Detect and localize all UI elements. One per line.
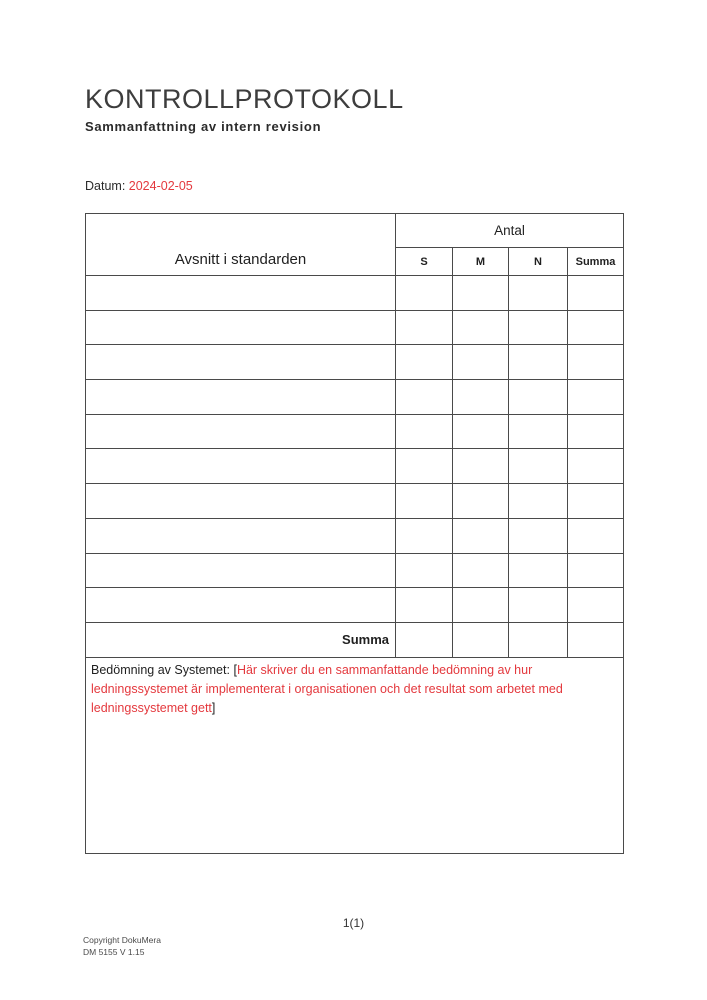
page-title: KONTROLLPROTOKOLL <box>85 84 404 114</box>
count-cell-empty <box>568 276 624 311</box>
count-cell-empty <box>509 311 568 346</box>
system-assessment-cell <box>86 658 624 854</box>
count-cell-empty <box>396 484 453 519</box>
antal-group-header: Antal <box>396 214 624 248</box>
document-id-line: DM 5155 V 1.15 <box>83 947 145 958</box>
count-cell-empty <box>396 380 453 415</box>
assessment-bracket-open: [ <box>233 662 237 677</box>
count-cell-empty <box>396 276 453 311</box>
count-cell-empty <box>509 380 568 415</box>
section-cell-empty <box>86 276 396 311</box>
section-cell-empty <box>86 415 396 450</box>
count-cell-empty <box>509 588 568 623</box>
count-cell-empty <box>509 449 568 484</box>
date-value: 2024-02-05 <box>128 179 193 193</box>
date-label: Datum: <box>85 179 126 193</box>
count-cell-empty <box>568 415 624 450</box>
count-cell-empty <box>509 554 568 589</box>
section-cell-empty <box>86 380 396 415</box>
count-cell-empty <box>453 380 509 415</box>
audit-summary-table <box>85 213 624 854</box>
assessment-placeholder: Här skriver du en sammanfattande bedömning av hur ledningssystemet är implementerat i organisationen och det resultat som arbetet med ledningssystemet gett <box>91 662 563 715</box>
count-cell-empty <box>396 554 453 589</box>
count-cell-empty <box>453 311 509 346</box>
summa-count-cell <box>568 623 624 658</box>
count-cell-empty <box>396 588 453 623</box>
section-cell-empty <box>86 554 396 589</box>
count-cell-empty <box>568 519 624 554</box>
count-cell-empty <box>396 519 453 554</box>
count-cell-empty <box>453 345 509 380</box>
count-cell-empty <box>396 449 453 484</box>
column-header-summa: Summa <box>568 248 624 276</box>
section-cell-empty <box>86 588 396 623</box>
count-cell-empty <box>396 415 453 450</box>
section-cell-empty <box>86 484 396 519</box>
column-header-m: M <box>453 248 509 276</box>
section-cell-empty <box>86 519 396 554</box>
count-cell-empty <box>568 484 624 519</box>
date-line <box>85 179 193 193</box>
column-header-s: S <box>396 248 453 276</box>
count-cell-empty <box>509 519 568 554</box>
count-cell-empty <box>453 449 509 484</box>
count-cell-empty <box>453 415 509 450</box>
count-cell-empty <box>396 311 453 346</box>
count-cell-empty <box>568 345 624 380</box>
count-cell-empty <box>568 311 624 346</box>
copyright-line: Copyright DokuMera <box>83 935 161 945</box>
count-cell-empty <box>453 484 509 519</box>
summa-count-cell <box>396 623 453 658</box>
assessment-label: Bedömning av Systemet: <box>91 662 230 677</box>
count-cell-empty <box>453 276 509 311</box>
count-cell-empty <box>453 554 509 589</box>
section-cell-empty <box>86 345 396 380</box>
column-header-n: N <box>509 248 568 276</box>
count-cell-empty <box>509 484 568 519</box>
count-cell-empty <box>453 588 509 623</box>
count-cell-empty <box>509 345 568 380</box>
footer-copyright-block <box>83 934 161 958</box>
count-cell-empty <box>568 554 624 589</box>
count-cell-empty <box>568 588 624 623</box>
summa-count-cell <box>509 623 568 658</box>
count-cell-empty <box>509 276 568 311</box>
page-number: 1(1) <box>342 916 365 930</box>
section-column-header: Avsnitt i standarden <box>86 214 396 276</box>
summa-row-label: Summa <box>86 623 396 658</box>
count-cell-empty <box>453 519 509 554</box>
summa-count-cell <box>453 623 509 658</box>
page-subtitle: Sammanfattning av intern revision <box>85 119 322 134</box>
count-cell-empty <box>568 449 624 484</box>
count-cell-empty <box>396 345 453 380</box>
assessment-bracket-close: ] <box>211 700 216 715</box>
section-cell-empty <box>86 311 396 346</box>
section-cell-empty <box>86 449 396 484</box>
count-cell-empty <box>568 380 624 415</box>
count-cell-empty <box>509 415 568 450</box>
